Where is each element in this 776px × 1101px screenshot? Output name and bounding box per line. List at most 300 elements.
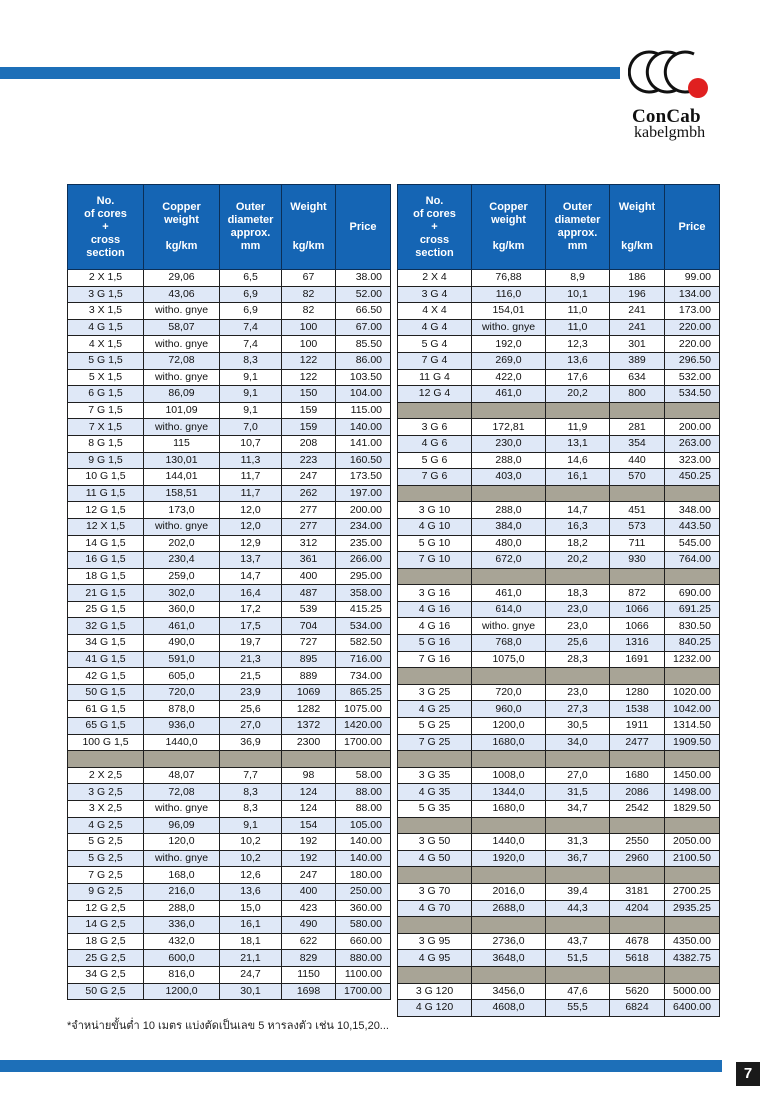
header-cores: No. of cores + cross section — [68, 185, 144, 270]
cell-outer-diameter: 34,7 — [546, 801, 610, 818]
cell-copper-weight: 878,0 — [144, 701, 220, 718]
cell-outer-diameter: 12,6 — [220, 867, 282, 884]
cell-copper-weight: 58,07 — [144, 319, 220, 336]
cell-price: 134.00 — [665, 286, 720, 303]
page-number: 7 — [736, 1062, 760, 1086]
cell-weight: 711 — [610, 535, 665, 552]
cable-price-table-right — [397, 184, 720, 1017]
cell-price: 266.00 — [336, 552, 391, 569]
cell-copper-weight: 230,0 — [472, 435, 546, 452]
cable-price-table-left — [67, 184, 391, 1000]
cell-outer-diameter: 9,1 — [220, 817, 282, 834]
cell-copper-weight: 490,0 — [144, 635, 220, 652]
table-row — [68, 568, 391, 585]
table-row — [68, 452, 391, 469]
cell-outer-diameter: 6,9 — [220, 286, 282, 303]
cell-outer-diameter: 8,3 — [220, 352, 282, 369]
cell-weight: 154 — [282, 817, 336, 834]
cell-copper-weight: 76,88 — [472, 270, 546, 287]
cell-outer-diameter: 21,5 — [220, 668, 282, 685]
cell-cores: 14 G 2,5 — [68, 917, 144, 934]
cell-cores: 5 G 25 — [398, 718, 472, 735]
cell-cores: 4 G 16 — [398, 601, 472, 618]
cell-copper-weight: 960,0 — [472, 701, 546, 718]
cell-outer-diameter: 36,9 — [220, 734, 282, 751]
table-row — [68, 518, 391, 535]
cell-cores: 7 G 16 — [398, 651, 472, 668]
table-row — [68, 286, 391, 303]
footnote: *จำหน่ายขั้นต่ำ 10 เมตร แบ่งตัดเป็นเลข 5 หารลงตัว เช่น 10,15,20... — [67, 1020, 389, 1032]
cell-weight: 124 — [282, 784, 336, 801]
cell-weight: 82 — [282, 286, 336, 303]
table-row — [398, 535, 720, 552]
cell-copper-weight: witho. gnye — [144, 303, 220, 320]
section-separator-row — [398, 867, 720, 884]
cell-copper-weight: witho. gnye — [144, 801, 220, 818]
table-row — [398, 601, 720, 618]
cell-weight: 5618 — [610, 950, 665, 967]
cell-cores: 25 G 2,5 — [68, 950, 144, 967]
cell-weight: 389 — [610, 352, 665, 369]
table-row — [398, 850, 720, 867]
cell-outer-diameter: 8,3 — [220, 801, 282, 818]
cell-cores: 25 G 1,5 — [68, 601, 144, 618]
cell-price: 220.00 — [665, 319, 720, 336]
cell-weight: 490 — [282, 917, 336, 934]
table-row — [398, 784, 720, 801]
table-row — [68, 701, 391, 718]
table-row — [398, 718, 720, 735]
cell-copper-weight: 288,0 — [144, 900, 220, 917]
cell-copper-weight: 936,0 — [144, 718, 220, 735]
cell-outer-diameter: 16,3 — [546, 518, 610, 535]
cell-cores: 7 G 4 — [398, 352, 472, 369]
cell-copper-weight: 605,0 — [144, 668, 220, 685]
cell-outer-diameter: 7,0 — [220, 419, 282, 436]
cell-cores: 4 G 70 — [398, 900, 472, 917]
cell-outer-diameter: 17,5 — [220, 618, 282, 635]
cell-weight: 159 — [282, 419, 336, 436]
cell-weight: 3181 — [610, 883, 665, 900]
table-row — [68, 950, 391, 967]
cell-price: 115.00 — [336, 402, 391, 419]
cell-copper-weight: 768,0 — [472, 635, 546, 652]
cell-weight: 440 — [610, 452, 665, 469]
header-outer-diameter: Outer diameter approx. mm — [546, 185, 610, 270]
table-row — [68, 801, 391, 818]
cell-cores: 32 G 1,5 — [68, 618, 144, 635]
table-row — [68, 718, 391, 735]
cell-weight: 1066 — [610, 601, 665, 618]
cell-weight: 247 — [282, 867, 336, 884]
cell-price: 360.00 — [336, 900, 391, 917]
cell-outer-diameter: 23,0 — [546, 684, 610, 701]
cell-copper-weight: witho. gnye — [144, 419, 220, 436]
table-row — [398, 635, 720, 652]
header-weight: Weight kg/km — [282, 185, 336, 270]
cell-outer-diameter: 55,5 — [546, 1000, 610, 1017]
cell-price: 545.00 — [665, 535, 720, 552]
cell-cores: 4 G 2,5 — [68, 817, 144, 834]
table-row — [68, 867, 391, 884]
cell-outer-diameter: 9,1 — [220, 386, 282, 403]
cell-cores: 3 G 35 — [398, 767, 472, 784]
cell-price: 1020.00 — [665, 684, 720, 701]
cell-cores: 5 G 10 — [398, 535, 472, 552]
cell-price: 220.00 — [665, 336, 720, 353]
table-row — [68, 668, 391, 685]
cell-weight: 312 — [282, 535, 336, 552]
table-row — [68, 983, 391, 1000]
table-row — [68, 270, 391, 287]
cell-outer-diameter: 19,7 — [220, 635, 282, 652]
cell-outer-diameter: 51,5 — [546, 950, 610, 967]
table-row — [398, 834, 720, 851]
cell-cores: 7 G 2,5 — [68, 867, 144, 884]
cell-weight: 487 — [282, 585, 336, 602]
cell-copper-weight: 4608,0 — [472, 1000, 546, 1017]
cell-weight: 622 — [282, 933, 336, 950]
cell-outer-diameter: 7,4 — [220, 319, 282, 336]
table-row — [68, 369, 391, 386]
table-row — [68, 883, 391, 900]
cell-price: 580.00 — [336, 917, 391, 934]
cell-price: 86.00 — [336, 352, 391, 369]
cell-weight: 354 — [610, 435, 665, 452]
cell-weight: 1282 — [282, 701, 336, 718]
cell-price: 1498.00 — [665, 784, 720, 801]
cell-copper-weight: 269,0 — [472, 352, 546, 369]
brand-name: ConCab — [632, 106, 701, 127]
cell-outer-diameter: 10,7 — [220, 435, 282, 452]
cell-weight: 1280 — [610, 684, 665, 701]
cell-outer-diameter: 10,2 — [220, 834, 282, 851]
section-separator-row — [398, 917, 720, 934]
cell-weight: 2960 — [610, 850, 665, 867]
cell-outer-diameter: 28,3 — [546, 651, 610, 668]
cell-cores: 12 X 1,5 — [68, 518, 144, 535]
cell-cores: 4 G 35 — [398, 784, 472, 801]
cell-cores: 61 G 1,5 — [68, 701, 144, 718]
cell-copper-weight: 1440,0 — [472, 834, 546, 851]
cell-copper-weight: 672,0 — [472, 552, 546, 569]
cell-cores: 3 X 2,5 — [68, 801, 144, 818]
cell-cores: 12 G 1,5 — [68, 502, 144, 519]
cell-weight: 895 — [282, 651, 336, 668]
cell-copper-weight: 86,09 — [144, 386, 220, 403]
cell-outer-diameter: 13,1 — [546, 435, 610, 452]
cell-price: 1700.00 — [336, 734, 391, 751]
cell-copper-weight: 720,0 — [472, 684, 546, 701]
table-row — [398, 585, 720, 602]
cell-cores: 4 G 4 — [398, 319, 472, 336]
cell-cores: 7 X 1,5 — [68, 419, 144, 436]
table-row — [398, 469, 720, 486]
cell-copper-weight: witho. gnye — [472, 319, 546, 336]
cell-weight: 159 — [282, 402, 336, 419]
table-row — [68, 651, 391, 668]
cell-weight: 800 — [610, 386, 665, 403]
cell-copper-weight: 816,0 — [144, 966, 220, 983]
cell-weight: 301 — [610, 336, 665, 353]
cell-cores: 50 G 2,5 — [68, 983, 144, 1000]
cell-copper-weight: 288,0 — [472, 502, 546, 519]
cell-weight: 208 — [282, 435, 336, 452]
cell-price: 865.25 — [336, 684, 391, 701]
cell-cores: 5 G 4 — [398, 336, 472, 353]
table-row — [68, 618, 391, 635]
table-row — [398, 684, 720, 701]
cell-outer-diameter: 10,2 — [220, 850, 282, 867]
cell-price: 66.50 — [336, 303, 391, 320]
cell-copper-weight: 461,0 — [144, 618, 220, 635]
table-row — [68, 734, 391, 751]
header-copper-weight: Copper weight kg/km — [144, 185, 220, 270]
cell-cores: 11 G 1,5 — [68, 485, 144, 502]
cell-copper-weight: 154,01 — [472, 303, 546, 320]
cell-outer-diameter: 7,4 — [220, 336, 282, 353]
cell-weight: 634 — [610, 369, 665, 386]
table-row — [398, 435, 720, 452]
cell-price: 234.00 — [336, 518, 391, 535]
cell-cores: 5 G 35 — [398, 801, 472, 818]
cell-weight: 262 — [282, 485, 336, 502]
section-separator-row — [398, 817, 720, 834]
cell-copper-weight: 720,0 — [144, 684, 220, 701]
header-price: Price — [665, 185, 720, 270]
cell-copper-weight: 1680,0 — [472, 734, 546, 751]
cell-cores: 18 G 2,5 — [68, 933, 144, 950]
cell-outer-diameter: 18,2 — [546, 535, 610, 552]
cell-outer-diameter: 20,2 — [546, 552, 610, 569]
cell-outer-diameter: 23,0 — [546, 618, 610, 635]
table-row — [68, 502, 391, 519]
table-row — [398, 386, 720, 403]
cell-weight: 192 — [282, 834, 336, 851]
cell-outer-diameter: 25,6 — [220, 701, 282, 718]
section-separator-row — [398, 568, 720, 585]
cell-outer-diameter: 14,7 — [220, 568, 282, 585]
cell-copper-weight: 230,4 — [144, 552, 220, 569]
cell-weight: 1316 — [610, 635, 665, 652]
logo-mark-icon — [628, 44, 758, 106]
cell-weight: 2086 — [610, 784, 665, 801]
table-row — [68, 917, 391, 934]
cell-price: 38.00 — [336, 270, 391, 287]
cell-price: 140.00 — [336, 850, 391, 867]
cell-copper-weight: 1680,0 — [472, 801, 546, 818]
cell-weight: 98 — [282, 767, 336, 784]
cell-copper-weight: witho. gnye — [472, 618, 546, 635]
cell-cores: 2 X 2,5 — [68, 767, 144, 784]
cell-outer-diameter: 17,6 — [546, 369, 610, 386]
cell-cores: 100 G 1,5 — [68, 734, 144, 751]
cell-cores: 3 G 120 — [398, 983, 472, 1000]
table-row — [398, 651, 720, 668]
cell-outer-diameter: 21,3 — [220, 651, 282, 668]
cell-copper-weight: 336,0 — [144, 917, 220, 934]
cell-weight: 124 — [282, 801, 336, 818]
cell-outer-diameter: 11,9 — [546, 419, 610, 436]
cell-weight: 4204 — [610, 900, 665, 917]
header-outer-diameter: Outer diameter approx. mm — [220, 185, 282, 270]
cell-price: 160.50 — [336, 452, 391, 469]
cell-outer-diameter: 18,1 — [220, 933, 282, 950]
cell-weight: 82 — [282, 303, 336, 320]
cell-outer-diameter: 13,7 — [220, 552, 282, 569]
cell-copper-weight: 461,0 — [472, 585, 546, 602]
cell-cores: 18 G 1,5 — [68, 568, 144, 585]
table-row — [68, 303, 391, 320]
cell-cores: 10 G 1,5 — [68, 469, 144, 486]
cell-weight: 1691 — [610, 651, 665, 668]
table-row — [398, 270, 720, 287]
table-row — [68, 352, 391, 369]
cell-price: 534.50 — [665, 386, 720, 403]
cell-cores: 4 G 120 — [398, 1000, 472, 1017]
cell-outer-diameter: 27,0 — [546, 767, 610, 784]
cell-price: 450.25 — [665, 469, 720, 486]
header-cores: No. of cores + cross section — [398, 185, 472, 270]
cell-price: 1075.00 — [336, 701, 391, 718]
table-row — [398, 801, 720, 818]
table-row — [398, 767, 720, 784]
cell-outer-diameter: 11,7 — [220, 485, 282, 502]
table-row — [68, 601, 391, 618]
section-separator-row — [398, 485, 720, 502]
concab-logo — [628, 44, 758, 144]
cell-outer-diameter: 13,6 — [546, 352, 610, 369]
table-row — [68, 469, 391, 486]
cell-cores: 4 X 4 — [398, 303, 472, 320]
table-row — [398, 452, 720, 469]
cell-weight: 2550 — [610, 834, 665, 851]
cell-price: 691.25 — [665, 601, 720, 618]
cell-outer-diameter: 14,7 — [546, 502, 610, 519]
cell-copper-weight: 130,01 — [144, 452, 220, 469]
cell-price: 358.00 — [336, 585, 391, 602]
section-separator-row — [398, 402, 720, 419]
cell-copper-weight: 288,0 — [472, 452, 546, 469]
cell-outer-diameter: 17,2 — [220, 601, 282, 618]
cell-price: 1042.00 — [665, 701, 720, 718]
cell-price: 200.00 — [665, 419, 720, 436]
cell-copper-weight: 461,0 — [472, 386, 546, 403]
cell-outer-diameter: 15,0 — [220, 900, 282, 917]
cell-weight: 100 — [282, 319, 336, 336]
brand-subtitle: kabelgmbh — [634, 124, 706, 141]
cell-copper-weight: 2736,0 — [472, 933, 546, 950]
cell-outer-diameter: 8,9 — [546, 270, 610, 287]
cell-cores: 34 G 1,5 — [68, 635, 144, 652]
cell-copper-weight: 1440,0 — [144, 734, 220, 751]
cell-weight: 196 — [610, 286, 665, 303]
cell-outer-diameter: 47,6 — [546, 983, 610, 1000]
cell-copper-weight: 43,06 — [144, 286, 220, 303]
table-row — [68, 585, 391, 602]
cell-cores: 4 G 10 — [398, 518, 472, 535]
cell-outer-diameter: 6,9 — [220, 303, 282, 320]
cell-copper-weight: 432,0 — [144, 933, 220, 950]
table-row — [398, 552, 720, 569]
cell-outer-diameter: 7,7 — [220, 767, 282, 784]
cell-copper-weight: 422,0 — [472, 369, 546, 386]
cell-weight: 1150 — [282, 966, 336, 983]
table-row — [398, 734, 720, 751]
cell-weight: 451 — [610, 502, 665, 519]
cell-weight: 361 — [282, 552, 336, 569]
cell-price: 173.00 — [665, 303, 720, 320]
cell-outer-diameter: 31,3 — [546, 834, 610, 851]
cell-copper-weight: 403,0 — [472, 469, 546, 486]
cell-weight: 6824 — [610, 1000, 665, 1017]
cell-weight: 423 — [282, 900, 336, 917]
cell-price: 200.00 — [336, 502, 391, 519]
cell-cores: 5 G 6 — [398, 452, 472, 469]
cell-price: 52.00 — [336, 286, 391, 303]
cell-outer-diameter: 9,1 — [220, 369, 282, 386]
cell-copper-weight: 192,0 — [472, 336, 546, 353]
cell-weight: 570 — [610, 469, 665, 486]
cell-copper-weight: 3456,0 — [472, 983, 546, 1000]
cell-price: 296.50 — [665, 352, 720, 369]
table-row — [398, 950, 720, 967]
table-row — [398, 883, 720, 900]
cell-weight: 281 — [610, 419, 665, 436]
section-separator-row — [398, 668, 720, 685]
cell-price: 88.00 — [336, 801, 391, 818]
cell-outer-diameter: 34,0 — [546, 734, 610, 751]
cell-outer-diameter: 20,2 — [546, 386, 610, 403]
cell-cores: 4 X 1,5 — [68, 336, 144, 353]
cell-price: 1100.00 — [336, 966, 391, 983]
cell-weight: 1911 — [610, 718, 665, 735]
cell-price: 140.00 — [336, 834, 391, 851]
table-row — [398, 701, 720, 718]
cell-cores: 4 G 50 — [398, 850, 472, 867]
cell-weight: 4678 — [610, 933, 665, 950]
cell-price: 532.00 — [665, 369, 720, 386]
cell-copper-weight: witho. gnye — [144, 850, 220, 867]
table-row — [398, 286, 720, 303]
table-row — [398, 900, 720, 917]
cell-price: 2100.50 — [665, 850, 720, 867]
section-separator-row — [68, 751, 391, 768]
cell-outer-diameter: 11,0 — [546, 319, 610, 336]
cell-weight: 223 — [282, 452, 336, 469]
cell-copper-weight: 29,06 — [144, 270, 220, 287]
cell-weight: 1680 — [610, 767, 665, 784]
cell-weight: 889 — [282, 668, 336, 685]
cell-price: 660.00 — [336, 933, 391, 950]
table-row — [68, 784, 391, 801]
cell-outer-diameter: 43,7 — [546, 933, 610, 950]
cell-cores: 41 G 1,5 — [68, 651, 144, 668]
cell-cores: 3 G 2,5 — [68, 784, 144, 801]
cell-cores: 12 G 4 — [398, 386, 472, 403]
cell-copper-weight: 1008,0 — [472, 767, 546, 784]
cell-cores: 3 X 1,5 — [68, 303, 144, 320]
cell-price: 99.00 — [665, 270, 720, 287]
cell-weight: 122 — [282, 352, 336, 369]
cell-copper-weight: 302,0 — [144, 585, 220, 602]
cell-cores: 4 G 6 — [398, 435, 472, 452]
cell-cores: 21 G 1,5 — [68, 585, 144, 602]
cell-outer-diameter: 30,1 — [220, 983, 282, 1000]
table-row — [398, 319, 720, 336]
cell-outer-diameter: 11,7 — [220, 469, 282, 486]
cell-cores: 4 G 16 — [398, 618, 472, 635]
